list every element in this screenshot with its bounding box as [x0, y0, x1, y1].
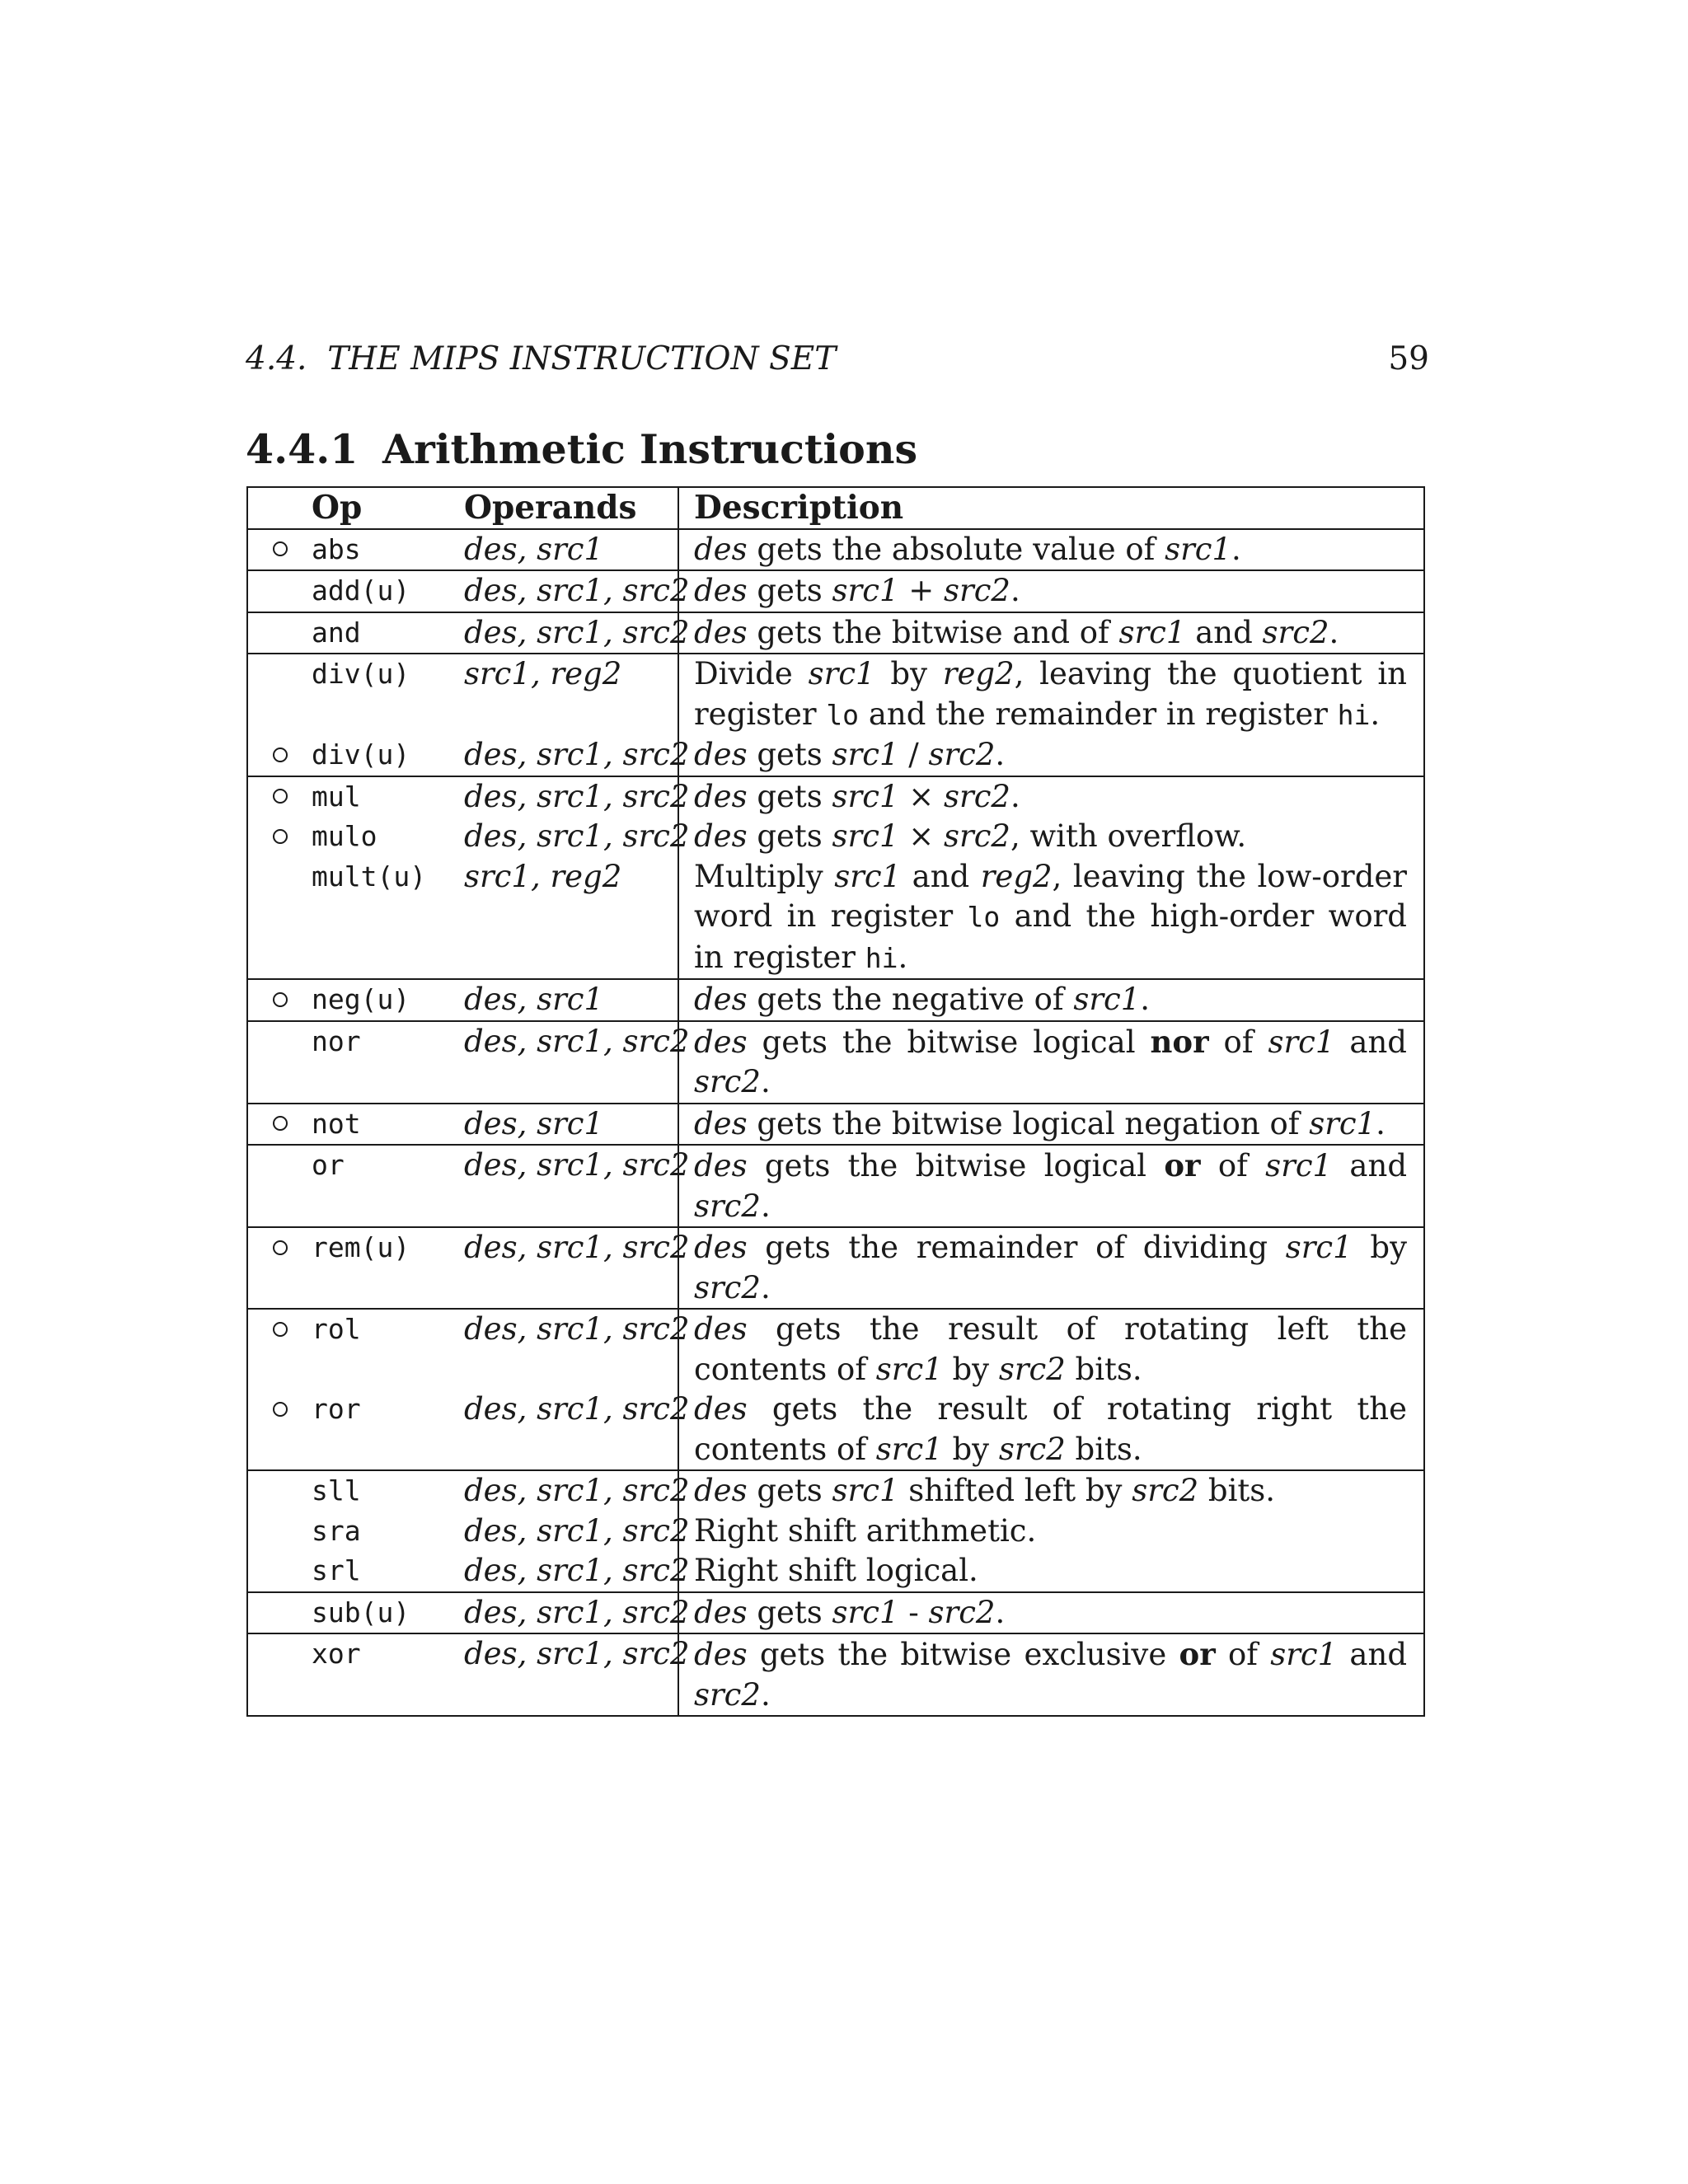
- description-text: gets the bitwise logical: [747, 1024, 1151, 1060]
- description-text: Divide: [694, 656, 809, 691]
- description-text: gets the absolute value of: [747, 531, 1165, 567]
- op-cell: xor: [312, 1633, 464, 1716]
- op-cell: or: [312, 1145, 464, 1227]
- description-text: hi: [1337, 698, 1371, 731]
- description-text: src2: [694, 1676, 761, 1713]
- table-row: [247, 1227, 1424, 1309]
- description-text: and: [901, 858, 981, 894]
- description-text: des: [694, 1024, 748, 1060]
- description-text: , with overflow.: [1010, 818, 1247, 854]
- hollow-circle-icon: [273, 748, 288, 762]
- table-row: [247, 654, 1424, 735]
- description-cell: [678, 1592, 1424, 1634]
- op-cell: mul: [312, 780, 361, 813]
- description-text: src1: [832, 1473, 899, 1508]
- description-cell: [678, 1309, 1424, 1390]
- description-text: des: [694, 1637, 748, 1672]
- description-text: src1: [1165, 531, 1232, 567]
- table-row: [247, 1145, 1424, 1227]
- table-row: [247, 1592, 1424, 1634]
- op-cell: nor: [312, 1021, 464, 1104]
- description-cell: [678, 1104, 1424, 1146]
- description-text: src2: [944, 778, 1010, 814]
- description-text: src1: [832, 818, 899, 854]
- description-cell: [678, 1021, 1424, 1104]
- description-cell: [678, 735, 1424, 776]
- description-text: .: [1329, 614, 1339, 650]
- table-row: [247, 1633, 1424, 1716]
- operands-cell: des, src1, src2: [464, 778, 690, 814]
- description-text: gets: [747, 1594, 832, 1630]
- op-cell: not: [312, 1104, 464, 1146]
- description-text: and: [1337, 1637, 1407, 1672]
- op-cell: sub(u): [312, 1592, 464, 1634]
- description-cell: [678, 817, 1424, 857]
- section-title: Arithmetic Instructions: [382, 425, 918, 473]
- description-text: Multiply: [694, 858, 835, 894]
- description-text: src1: [832, 573, 899, 608]
- description-text: gets: [747, 737, 832, 772]
- pseudo-instruction-marker-cell: [247, 1390, 312, 1470]
- description-text: src2: [944, 573, 1010, 608]
- description-text: , leaving the quotient in register: [694, 656, 1407, 732]
- description-text: src1: [1268, 1024, 1335, 1060]
- pseudo-instruction-marker-cell: [247, 1309, 312, 1390]
- description-text: ×: [898, 778, 945, 814]
- table-row: [247, 529, 1424, 571]
- table-row: [247, 735, 1424, 776]
- description-text: of: [1208, 1024, 1268, 1060]
- description-text: src1: [875, 1431, 943, 1467]
- pseudo-instruction-marker-cell: [247, 1511, 312, 1552]
- description-text: src2: [928, 737, 996, 772]
- operands-cell: des, src1, src2: [464, 612, 678, 654]
- description-cell: [678, 1145, 1424, 1227]
- running-head: [246, 338, 1429, 381]
- description-text: .: [1231, 531, 1241, 567]
- description-cell: [678, 1227, 1424, 1309]
- table-row: [247, 1511, 1424, 1552]
- description-cell: [678, 529, 1424, 571]
- description-text: and the high-order word in register: [694, 898, 1407, 975]
- description-text: .: [1010, 778, 1020, 814]
- pseudo-instruction-marker-cell: [247, 817, 312, 857]
- description-text: src2: [998, 1431, 1066, 1467]
- operands-cell: des, src1, src2: [464, 1145, 678, 1227]
- description-text: src1: [832, 778, 899, 814]
- pseudo-instruction-marker-cell: [247, 1470, 312, 1511]
- description-cell: [678, 979, 1424, 1021]
- description-text: gets the bitwise logical negation of: [747, 1105, 1310, 1141]
- description-text: .: [995, 1594, 1006, 1630]
- description-text: by: [942, 1431, 999, 1467]
- op-cell: ror: [312, 1390, 464, 1470]
- pseudo-instruction-marker-cell: [247, 776, 312, 818]
- pseudo-instruction-marker-cell: [247, 1021, 312, 1104]
- instruction-group: [247, 1633, 1424, 1716]
- instruction-group: [247, 1104, 1424, 1146]
- description-text: src1: [1073, 982, 1141, 1017]
- instruction-group: [247, 654, 1424, 776]
- description-text: Right shift arithmetic.: [694, 1512, 1037, 1549]
- description-text: src1: [1265, 1148, 1333, 1183]
- instruction-group: [247, 776, 1424, 980]
- pseudo-instruction-marker-cell: [247, 979, 312, 1021]
- description-text: .: [1370, 696, 1381, 732]
- op-cell: add(u): [312, 570, 464, 612]
- description-text: ×: [898, 818, 945, 854]
- op-cell: abs: [312, 529, 464, 571]
- description-text: reg2: [980, 858, 1053, 894]
- description-text: src2: [944, 818, 1010, 854]
- header-marker-cell: [247, 487, 312, 529]
- operands-cell: src1, reg2: [464, 857, 678, 980]
- description-text: src2: [1132, 1473, 1199, 1508]
- description-text: , leaving the low-order word in register: [694, 858, 1407, 934]
- instruction-group: [247, 612, 1424, 654]
- description-text: des: [694, 1473, 748, 1508]
- instruction-group: [247, 570, 1424, 612]
- operands-cell: des, src1, src2: [464, 1473, 690, 1508]
- operands-cell: des, src1, src2: [464, 1311, 690, 1347]
- description-text: hi: [865, 941, 898, 974]
- header-op: Op: [312, 487, 464, 529]
- description-text: des: [694, 982, 748, 1017]
- description-text: gets the bitwise exclusive: [747, 1637, 1179, 1672]
- description-text: by: [1352, 1230, 1407, 1265]
- description-text: Right shift logical.: [694, 1553, 978, 1588]
- operands-cell: des, src1: [464, 529, 678, 571]
- hollow-circle-icon: [273, 1116, 288, 1131]
- description-text: and: [1334, 1024, 1407, 1060]
- hollow-circle-icon: [273, 992, 288, 1007]
- table-row: [247, 1309, 1424, 1390]
- section-heading: [246, 420, 917, 478]
- description-text: of: [1200, 1148, 1266, 1183]
- table-row: [247, 817, 1424, 857]
- table-row: [247, 1551, 1424, 1592]
- description-text: gets: [747, 1473, 832, 1508]
- pseudo-instruction-marker-cell: [247, 654, 312, 735]
- pseudo-instruction-marker-cell: [247, 1551, 312, 1592]
- description-text: by: [942, 1351, 999, 1387]
- description-text: des: [694, 1105, 748, 1141]
- description-cell: [678, 776, 1424, 818]
- description-text: lo: [967, 901, 1001, 933]
- description-text: des: [694, 531, 748, 567]
- description-text: /: [898, 737, 929, 772]
- header-operands: Operands: [464, 487, 678, 529]
- op-cell: sll: [312, 1474, 361, 1507]
- instruction-group: [247, 1227, 1424, 1309]
- description-text: des: [694, 778, 748, 814]
- instruction-group: [247, 1021, 1424, 1104]
- description-text: gets the result of rotating left the contents of: [694, 1311, 1407, 1387]
- description-text: gets the remainder of dividing: [747, 1230, 1286, 1265]
- pseudo-instruction-marker-cell: [247, 1227, 312, 1309]
- table-header-row: [247, 487, 1424, 529]
- op-cell: mulo: [312, 820, 377, 852]
- description-text: bits.: [1198, 1473, 1276, 1508]
- description-text: src2: [694, 1064, 761, 1099]
- running-head-title: 4.4. THE MIPS INSTRUCTION SET: [246, 340, 837, 377]
- description-text: bits.: [1065, 1351, 1142, 1387]
- pseudo-instruction-marker-cell: [247, 529, 312, 571]
- operands-cell: des, src1, src2: [464, 1021, 678, 1104]
- operands-cell: des, src1, src2: [464, 1633, 678, 1716]
- description-cell: [678, 1511, 1424, 1552]
- description-cell: [678, 570, 1424, 612]
- description-text: gets the negative of: [747, 982, 1074, 1017]
- description-text: .: [760, 1064, 771, 1099]
- description-cell: [678, 1470, 1424, 1511]
- description-text: gets the bitwise and of: [747, 614, 1119, 650]
- description-text: src2: [694, 1269, 761, 1305]
- instruction-group: [247, 1470, 1424, 1592]
- description-text: +: [898, 573, 945, 608]
- description-text: and: [1332, 1148, 1408, 1183]
- description-cell: [678, 857, 1424, 980]
- op-cell: srl: [312, 1551, 464, 1592]
- operands-cell: des, src1, src2: [464, 735, 678, 776]
- operands-cell: des, src1, src2: [464, 1551, 678, 1592]
- pseudo-instruction-marker-cell: [247, 735, 312, 776]
- description-text: or: [1179, 1636, 1216, 1672]
- description-text: src1: [1285, 1230, 1353, 1265]
- table-row: [247, 1390, 1424, 1470]
- description-text: nor: [1150, 1023, 1209, 1060]
- table-row: [247, 1470, 1424, 1511]
- section-number: 4.4.1: [246, 425, 359, 473]
- instruction-group: [247, 979, 1424, 1021]
- header-description: Description: [678, 487, 1424, 529]
- description-text: src1: [875, 1351, 943, 1387]
- description-text: reg2: [942, 656, 1015, 691]
- description-text: src1: [832, 737, 899, 772]
- op-cell: rol: [312, 1313, 361, 1345]
- description-text: gets: [747, 818, 832, 854]
- description-text: gets: [747, 778, 832, 814]
- description-cell: [678, 1551, 1424, 1592]
- hollow-circle-icon: [273, 1402, 288, 1417]
- hollow-circle-icon: [273, 1240, 288, 1255]
- operands-cell: des, src1, src2: [464, 818, 690, 854]
- description-text: lo: [826, 698, 860, 731]
- op-cell: and: [312, 612, 464, 654]
- description-text: .: [760, 1269, 771, 1305]
- instruction-group: [247, 1309, 1424, 1470]
- hollow-circle-icon: [273, 829, 288, 844]
- description-text: gets the bitwise logical: [747, 1148, 1165, 1183]
- operands-cell: src1, reg2: [464, 656, 622, 691]
- description-text: src1: [1270, 1637, 1338, 1672]
- hollow-circle-icon: [273, 789, 288, 804]
- description-text: of: [1215, 1637, 1271, 1672]
- description-cell: [678, 654, 1424, 735]
- operands-cell: des, src1, src2: [464, 1512, 690, 1549]
- instruction-group: [247, 529, 1424, 571]
- pseudo-instruction-marker-cell: [247, 612, 312, 654]
- description-text: des: [694, 818, 748, 854]
- pseudo-instruction-marker-cell: [247, 570, 312, 612]
- description-text: des: [694, 1311, 748, 1347]
- operands-cell: des, src1, src2: [464, 570, 678, 612]
- description-text: by: [874, 656, 943, 691]
- page-number: 59: [1388, 340, 1429, 377]
- description-text: gets the result of rotating right the contents of: [694, 1391, 1407, 1467]
- operands-cell: des, src1, src2: [464, 1390, 678, 1470]
- table-row: [247, 570, 1424, 612]
- description-text: .: [1376, 1105, 1386, 1141]
- instruction-group: [247, 1592, 1424, 1634]
- description-text: .: [1010, 573, 1020, 608]
- description-text: src2: [998, 1351, 1066, 1387]
- description-text: des: [694, 614, 748, 650]
- op-cell: div(u): [312, 658, 410, 690]
- table-row: [247, 1021, 1424, 1104]
- description-cell: [678, 1390, 1424, 1470]
- operands-cell: des, src1: [464, 979, 678, 1021]
- pseudo-instruction-marker-cell: [247, 1633, 312, 1716]
- description-text: bits.: [1065, 1431, 1142, 1467]
- pseudo-instruction-marker-cell: [247, 1104, 312, 1146]
- description-text: shifted left by: [898, 1473, 1132, 1508]
- hollow-circle-icon: [273, 541, 288, 556]
- description-text: or: [1164, 1147, 1201, 1183]
- operands-cell: des, src1, src2: [464, 1592, 678, 1634]
- description-text: .: [760, 1188, 771, 1224]
- description-text: .: [760, 1676, 771, 1713]
- op-cell: rem(u): [312, 1227, 464, 1309]
- description-text: des: [694, 1148, 748, 1183]
- description-text: src2: [694, 1188, 761, 1224]
- description-text: gets: [747, 573, 832, 608]
- table-row: [247, 979, 1424, 1021]
- operands-cell: des, src1, src2: [464, 1227, 678, 1309]
- description-cell: [678, 612, 1424, 654]
- table-row: [247, 1104, 1424, 1146]
- description-text: src2: [928, 1594, 996, 1630]
- table-row: [247, 857, 1424, 980]
- table-row: [247, 612, 1424, 654]
- description-text: -: [898, 1594, 929, 1630]
- op-cell: mult(u): [312, 857, 464, 980]
- description-text: .: [1140, 982, 1151, 1017]
- description-text: des: [694, 1391, 748, 1427]
- description-text: src1: [832, 1594, 899, 1630]
- description-text: and the remainder in register: [859, 696, 1338, 732]
- table-row: [247, 776, 1424, 818]
- hollow-circle-icon: [273, 1322, 288, 1337]
- description-text: .: [995, 737, 1006, 772]
- description-cell: [678, 1633, 1424, 1716]
- op-cell: div(u): [312, 735, 464, 776]
- pseudo-instruction-marker-cell: [247, 1592, 312, 1634]
- description-text: src1: [1118, 614, 1186, 650]
- description-text: .: [898, 939, 908, 975]
- description-text: and: [1185, 614, 1263, 650]
- arithmetic-instructions-table: [246, 486, 1425, 1717]
- description-text: src1: [834, 858, 902, 894]
- description-text: des: [694, 1230, 748, 1265]
- op-cell: neg(u): [312, 979, 464, 1021]
- description-text: des: [694, 573, 748, 608]
- op-cell: sra: [312, 1514, 361, 1547]
- instruction-group: [247, 1145, 1424, 1227]
- description-text: src2: [1262, 614, 1329, 650]
- description-text: des: [694, 737, 748, 772]
- pseudo-instruction-marker-cell: [247, 857, 312, 980]
- description-text: src1: [1309, 1105, 1376, 1141]
- pseudo-instruction-marker-cell: [247, 1145, 312, 1227]
- description-text: des: [694, 1594, 748, 1630]
- operands-cell: des, src1: [464, 1104, 678, 1146]
- description-text: src1: [808, 656, 875, 691]
